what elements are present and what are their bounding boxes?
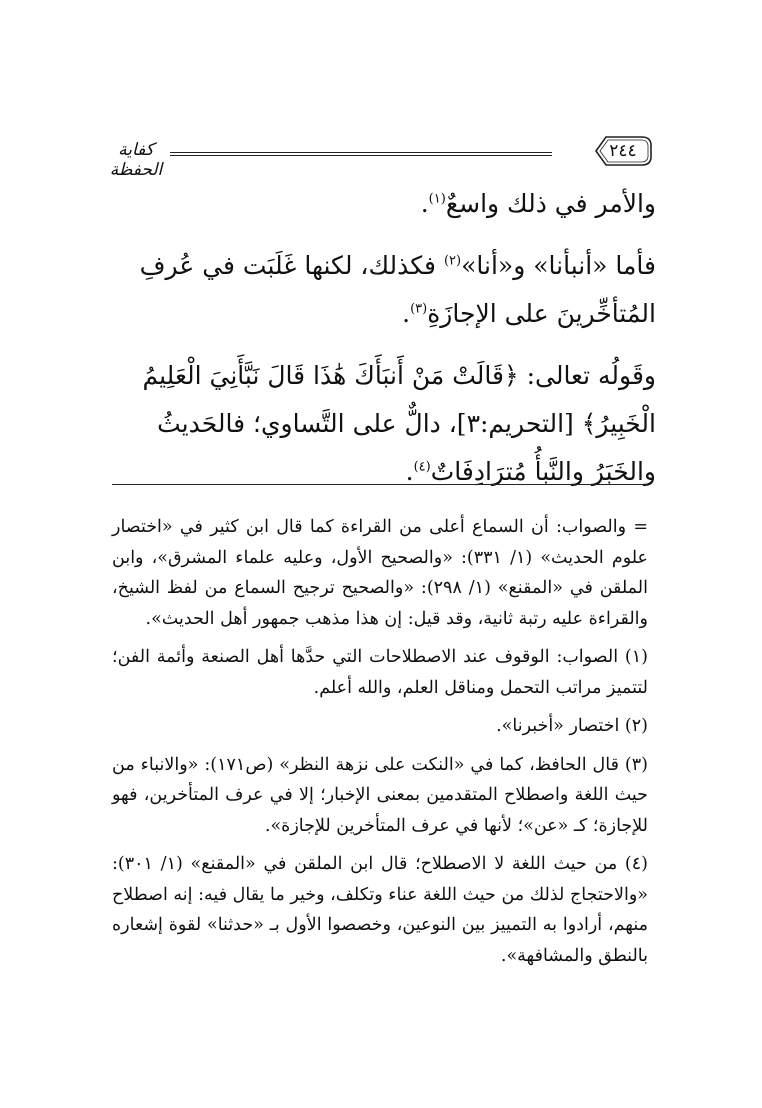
main-text-segment: فكذلك، لكنها غَلَبَت في عُرفِ المُتأخِّرينَ على الإجازَةِ xyxy=(139,251,656,328)
main-text-segment: والأمر في ذلك واسعٌ xyxy=(445,189,656,218)
main-text-segment: . xyxy=(402,299,411,328)
book-title: كفاية الحفظة xyxy=(109,140,163,180)
main-text-segment: . xyxy=(420,189,429,218)
footnote-1: (١) الصواب: الوقوف عند الاصطلاحات التي حدَّها أهل الصنعة وأئمة الفن؛ لتتميز مراتب التحمل ومناقل العلم، والله أعلم. xyxy=(112,647,648,698)
footnote-ref: (٣) xyxy=(410,301,428,317)
footnote-continuation: = والصواب: أن السماع أعلى من القراءة كما قال ابن كثير في «اختصار علوم الحديث» (١/ ٣٣١): «والصحيح الأول، وعليه علماء المشرق»، وابن الملقن في «المقنع» (١/ ٢٩٨): «والصحيح ترجيح السماع من لفظ الشيخ، والقراءة عليه رتبة ثانية، وقد قيل: إن هذا مذهب جمهور أهل الحديث». xyxy=(112,517,648,629)
footnote-3: (٣) قال الحافظ، كما في «النكت على نزهة النظر» (ص١٧١): «والانباء من حيث اللغة واصطلاح المتقدمين بمعنى الإخبار؛ إلا في عرف المتأخرين، فهو للإجازة؛ كـ «عن»؛ لأنها في عرف المتأخرين للإجازة». xyxy=(112,754,648,836)
footnote-ref: (١) xyxy=(428,191,446,207)
main-text xyxy=(104,180,656,510)
page-header xyxy=(100,130,660,180)
main-text-segment: وقَولُه تعالى: ﴿قَالَتْ مَنْ أَنبَأَكَ هَٰذَا قَالَ نَبَّأَنِيَ الْعَلِيمُ الْخَبِيرُ﴾ [التحريم:٣]، دالٌّ على التَّساوي؛ فالحَديثُ والخَبَرُ والنَّبأُ مُترَادِفَاتٌ xyxy=(142,361,656,486)
footnote-ref: (٢) xyxy=(443,253,462,269)
header-rule xyxy=(170,152,552,156)
main-paragraph-1 xyxy=(104,180,656,228)
page-number: ٢٤٤ xyxy=(609,141,637,161)
page-number-badge xyxy=(592,134,654,168)
footnotes xyxy=(112,512,648,979)
main-text-segment: فأما «أنبأنا» و«أنا» xyxy=(461,251,656,280)
footnote-divider xyxy=(112,484,648,485)
footnote-2: (٢) اختصار «أخبرنا». xyxy=(496,716,648,736)
main-paragraph-3 xyxy=(104,352,656,496)
footnote-ref: (٤) xyxy=(413,459,431,475)
main-paragraph-2 xyxy=(104,242,656,338)
footnote-4: (٤) من حيث اللغة لا الاصطلاح؛ قال ابن الملقن في «المقنع» (١/ ٣٠١): «والاحتجاج لذلك من حيث اللغة عناء وتكلف، وخير ما يقال فيه: إنه اصطلاح منهم، أرادوا به التمييز بين النوعين، وخصصوا الأول بـ «حدثنا» لقوة إشعاره بالنطق والمشافهة». xyxy=(112,854,648,966)
main-text-segment: . xyxy=(405,457,414,486)
